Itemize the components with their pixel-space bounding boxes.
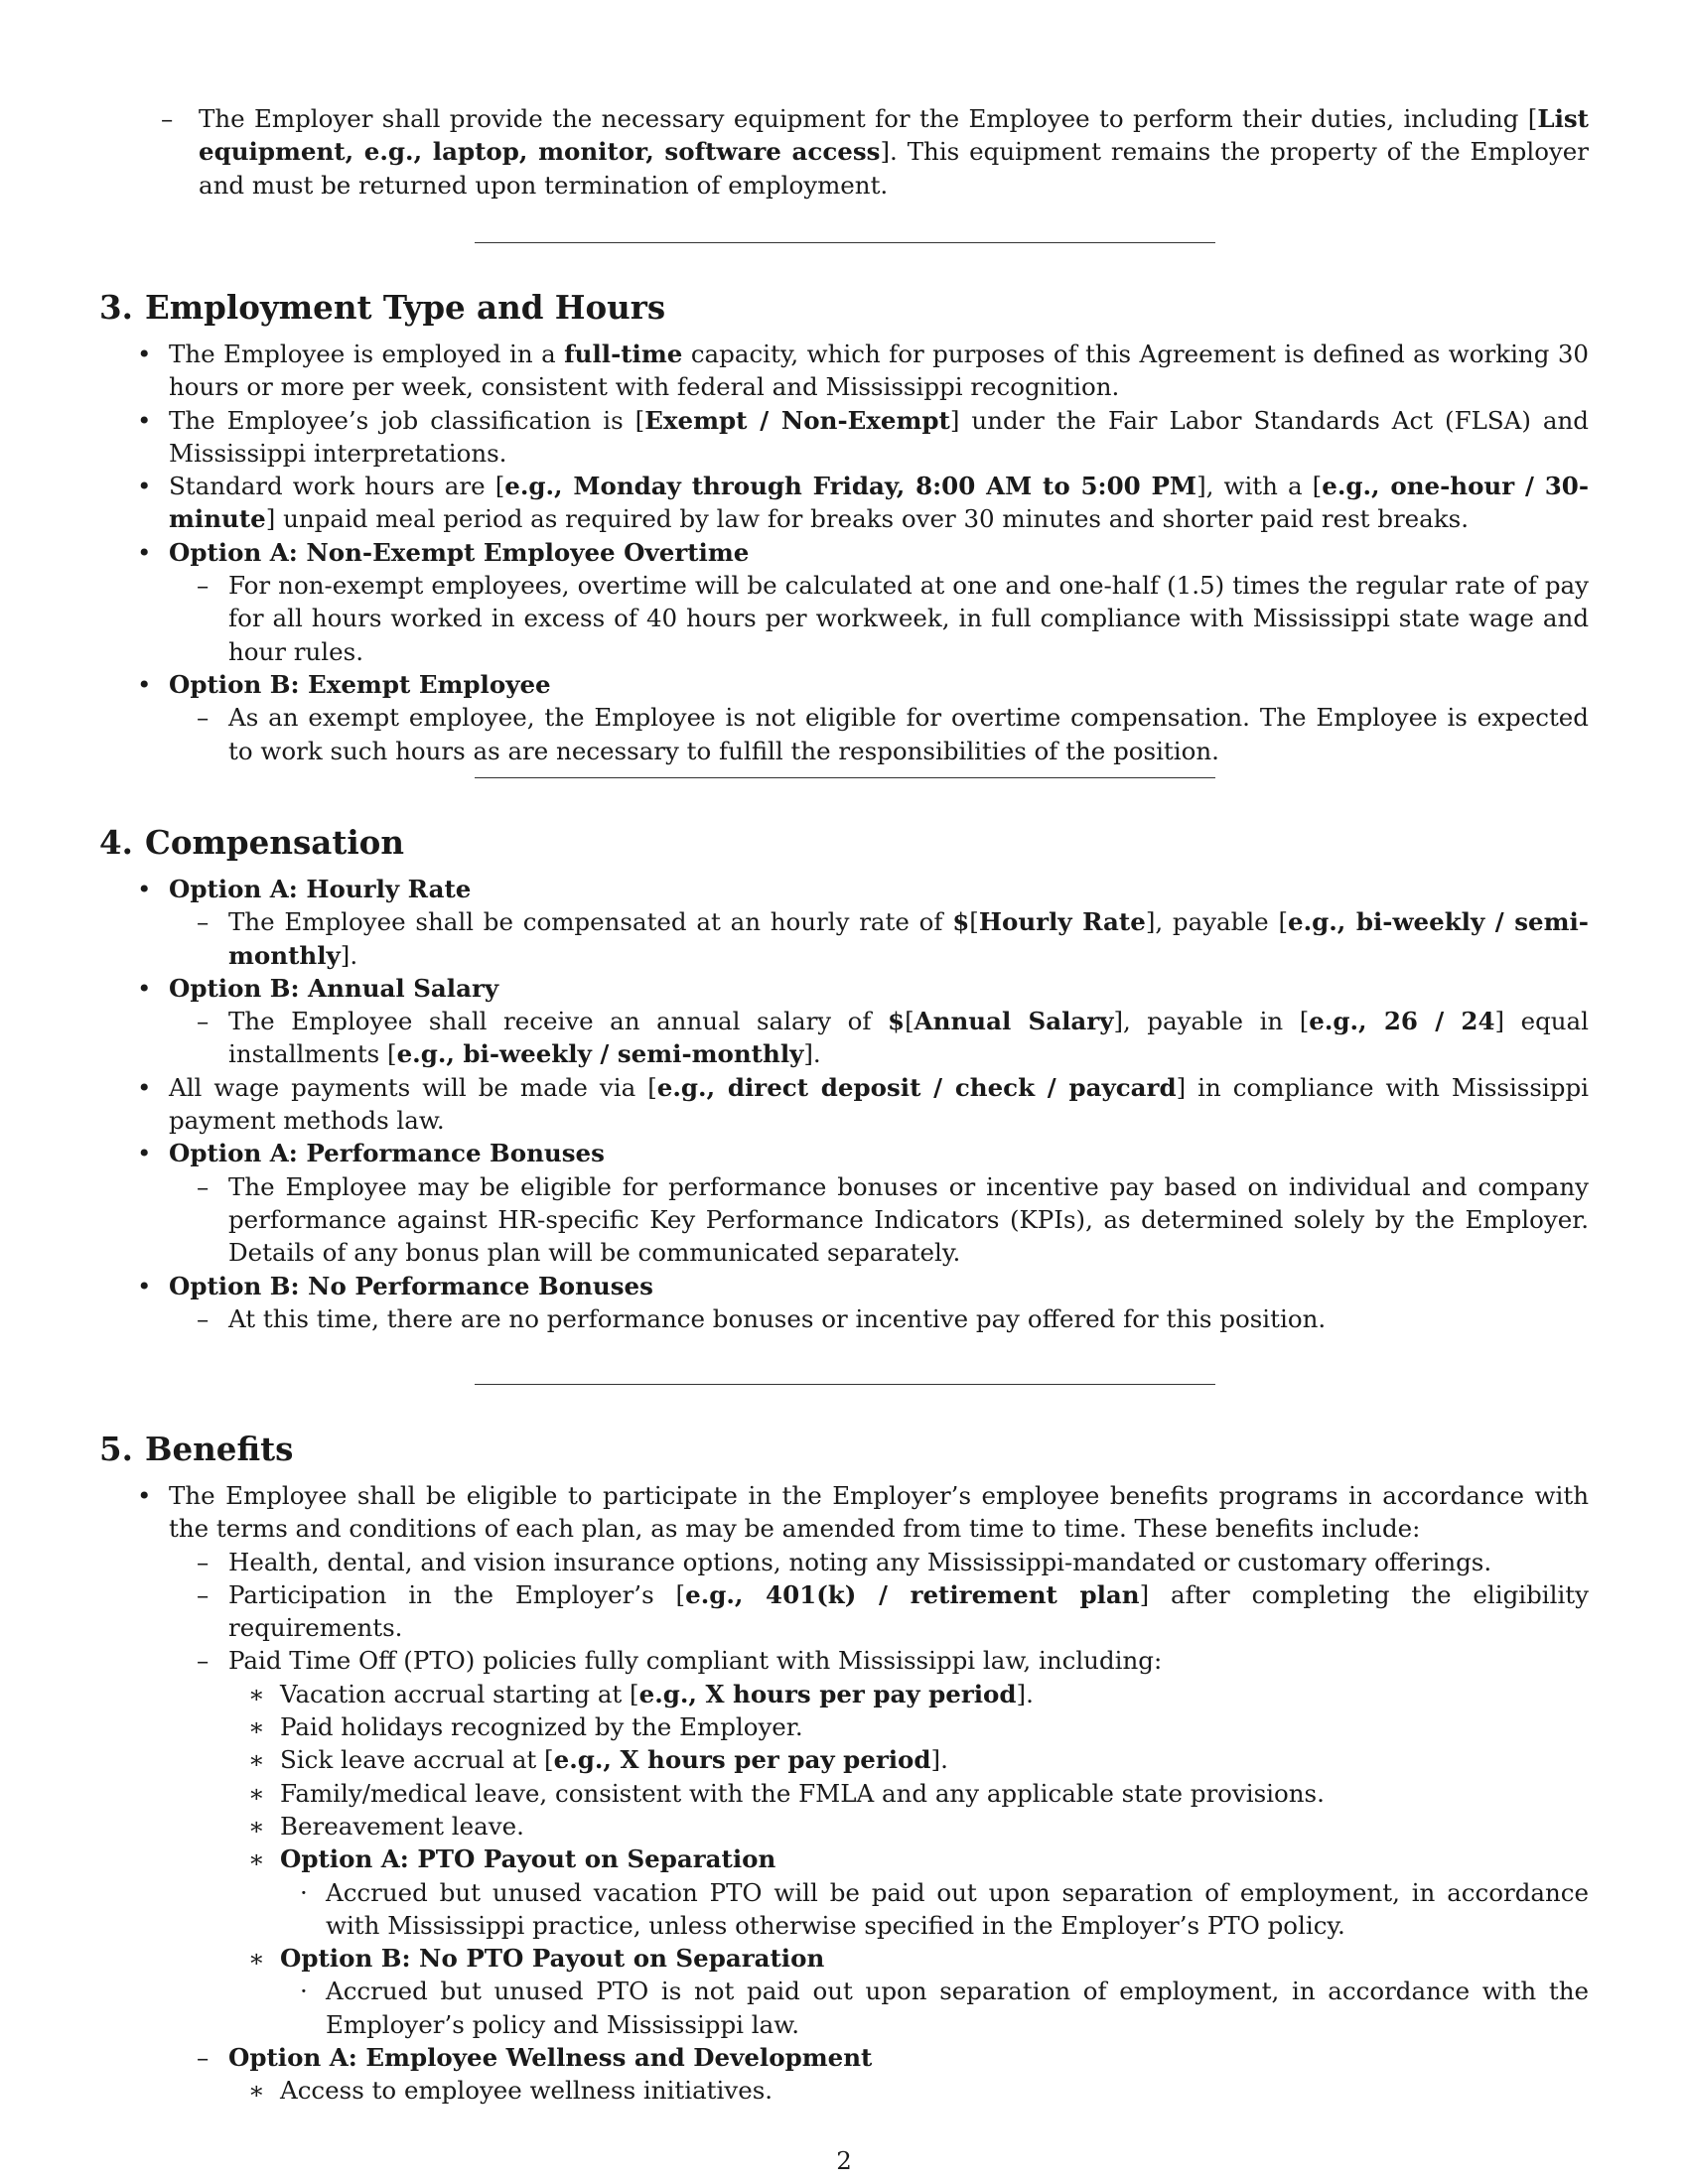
list-item — [99, 1479, 1589, 1546]
section-title: Compensation — [145, 823, 404, 862]
star-marker: ∗ — [248, 1745, 265, 1775]
list-item — [99, 1137, 1589, 1169]
dash-marker: – — [197, 1171, 210, 1201]
clause-text: ]. — [1016, 1679, 1034, 1708]
clause-text: ]. This equipment remains the property of the Employer and must be returned upon termination of employment. — [199, 137, 1589, 200]
clause-text: The Employee shall be compensated at an hourly rate of — [228, 907, 953, 937]
clause-text: The Employee may be eligible for performance bonuses or incentive pay based on individual and company performance against HR-specific Key Performance Indicators (KPIs), as determined solely by the Employer. Details of any bonus plan will be communicated separately. — [228, 1171, 1589, 1268]
clause-text: The Employer shall provide the necessary equipment for the Employee to perform their duties, including [ — [199, 104, 1538, 133]
option-heading: Option A: Hourly Rate — [169, 875, 472, 903]
clause-text: Accrued but unused vacation PTO will be paid out upon separation of employment, in accordance with Mississippi practice, unless otherwise specified in the Employer’s PTO policy. — [326, 1877, 1589, 1940]
placeholder-field: e.g., X hours per pay period — [638, 1679, 1017, 1708]
section-benefits — [99, 1430, 1589, 2108]
dash-marker: – — [197, 2043, 210, 2073]
dot-marker: · — [300, 1977, 308, 2006]
bullet-marker: • — [137, 973, 152, 1003]
pto-list-item — [99, 1843, 1589, 1875]
page-number: 2 — [836, 2146, 852, 2175]
option-heading: Option B: No Performance Bonuses — [169, 1271, 653, 1300]
clause-text: ], with a [ — [1196, 472, 1323, 501]
section-title: Employment Type and Hours — [145, 288, 666, 327]
bullet-marker: • — [137, 472, 152, 501]
pto-list-item — [99, 1743, 1589, 1776]
option-heading: Option B: Annual Salary — [169, 973, 499, 1003]
list-item — [99, 404, 1589, 471]
option-heading: Option A: Employee Wellness and Development — [228, 2043, 873, 2073]
clause-text: ]. — [930, 1745, 948, 1775]
dash-marker: – — [161, 104, 174, 133]
placeholder-field: e.g., bi-weekly / semi-monthly — [396, 1039, 804, 1069]
placeholder-field: Exempt / Non-Exempt — [644, 405, 950, 435]
star-marker: ∗ — [248, 2076, 265, 2106]
clause-text: ] after completing the eligibility requirements. — [228, 1579, 1589, 1643]
bullet-marker: • — [137, 1271, 152, 1300]
clause-text: ]. — [340, 940, 358, 970]
section-heading — [99, 288, 1589, 328]
clause-text: ]. — [803, 1039, 821, 1069]
placeholder-field: e.g., 401(k) / retirement plan — [685, 1579, 1140, 1609]
clause-text: The Employee’s job classification is [ — [169, 405, 645, 435]
bullet-marker: • — [137, 537, 152, 567]
option-heading: Option A: Performance Bonuses — [169, 1139, 605, 1168]
clause-text: Standard work hours are [ — [169, 472, 505, 501]
sub-list-item — [99, 1005, 1589, 1071]
clause-list — [99, 1479, 1589, 2108]
clause-text: capacity, which for purposes of this Agreement is defined as working 30 hours or more per week, consistent with federal and Mississippi recognition. — [169, 340, 1589, 402]
dash-marker: – — [197, 1646, 210, 1676]
section-number: 5. — [99, 1430, 133, 1468]
emphasis-text: $ — [952, 907, 970, 937]
section-compensation — [99, 823, 1589, 1335]
star-marker: ∗ — [248, 1944, 265, 1974]
bullet-marker: • — [137, 1481, 152, 1510]
list-item — [99, 536, 1589, 569]
sub-list-item — [99, 905, 1589, 972]
equipment-clause — [161, 102, 1589, 202]
clause-text: Health, dental, and vision insurance options, noting any Mississippi-mandated or customary offerings. — [228, 1547, 1492, 1576]
pto-list-item — [99, 1942, 1589, 1975]
clause-text: Sick leave accrual at [ — [280, 1745, 554, 1775]
clause-text: The Employee shall receive an annual salary of — [228, 1007, 889, 1036]
clause-text: As an exempt employee, the Employee is not eligible for overtime compensation. The Employee is expected to work such hours as are necessary to fulfill the responsibilities of the position. — [228, 703, 1589, 765]
section-number: 3. — [99, 288, 133, 327]
section-title: Benefits — [145, 1430, 294, 1468]
sub-list-item — [99, 569, 1589, 668]
sub-list-item — [99, 1170, 1589, 1270]
clause-text: The Employee shall be eligible to participate in the Employer’s employee benefits programs in accordance with the terms and conditions of each plan, as may be amended from time to time. These benefits include: — [169, 1481, 1589, 1544]
bullet-marker: • — [137, 405, 152, 435]
dash-marker: – — [197, 907, 210, 937]
pto-list-item — [99, 1810, 1589, 1843]
list-item — [99, 470, 1589, 536]
placeholder-field: e.g., bi-weekly / semi-monthly — [228, 907, 1589, 970]
bullet-marker: • — [137, 340, 152, 368]
clause-text: For non-exempt employees, overtime will be calculated at one and one-half (1.5) times the regular rate of pay for all hours worked in excess of 40 hours per workweek, in full compliance with Mississippi state wage and hour rules. — [228, 571, 1589, 666]
section-divider — [475, 777, 1215, 778]
dash-marker: – — [197, 703, 210, 733]
option-heading: Option A: Non-Exempt Employee Overtime — [169, 537, 750, 567]
clause-text: Paid Time Off (PTO) policies fully compliant with Mississippi law, including: — [228, 1646, 1163, 1676]
placeholder-field: e.g., X hours per pay period — [553, 1745, 931, 1775]
placeholder-field: Annual Salary — [914, 1007, 1114, 1036]
pto-list-item — [99, 1777, 1589, 1810]
option-heading: Option B: Exempt Employee — [169, 669, 551, 699]
list-item — [99, 1270, 1589, 1302]
sub-list-item — [99, 1578, 1589, 1645]
list-item — [99, 1071, 1589, 1138]
section-divider — [475, 242, 1215, 243]
dash-marker: – — [197, 1007, 210, 1036]
star-marker: ∗ — [248, 1844, 265, 1874]
clause-text: Vacation accrual starting at [ — [280, 1679, 639, 1708]
clause-text: All wage payments will be made via [ — [169, 1072, 657, 1102]
bullet-marker: • — [137, 1072, 152, 1102]
pto-list-item — [99, 1710, 1589, 1743]
placeholder-field: Hourly Rate — [978, 907, 1146, 937]
pto-list-item — [99, 1678, 1589, 1710]
star-marker: ∗ — [248, 1712, 265, 1742]
emphasis-text: full-time — [564, 340, 683, 368]
section-employment-type — [99, 288, 1589, 767]
section-divider — [475, 1384, 1215, 1385]
list-item — [99, 873, 1589, 905]
sub-list-item — [99, 1644, 1589, 1677]
sub-list-item — [99, 1546, 1589, 1578]
placeholder-field: e.g., one-hour / 30-minute — [169, 472, 1589, 534]
clause-text: ] unpaid meal period as required by law for breaks over 30 minutes and shorter paid rest breaks. — [265, 504, 1469, 534]
sub-list-item — [99, 2041, 1589, 2074]
emphasis-text: $ — [888, 1007, 906, 1036]
option-heading: Option A: PTO Payout on Separation — [280, 1844, 776, 1874]
bullet-marker: • — [137, 875, 152, 903]
clause-text: ] in compliance with Mississippi payment methods law. — [169, 1072, 1589, 1136]
star-marker: ∗ — [248, 1778, 265, 1808]
option-heading: Option B: No PTO Payout on Separation — [280, 1944, 825, 1974]
clause-text: ], payable [ — [1145, 907, 1289, 937]
clause-text: Accrued but unused PTO is not paid out upon separation of employment, in accordance with the Employer’s policy and Mississippi law. — [326, 1977, 1589, 2039]
sub-list-item — [99, 701, 1589, 767]
list-item — [99, 668, 1589, 701]
clause-text: Participation in the Employer’s [ — [228, 1579, 686, 1609]
list-item — [99, 972, 1589, 1005]
clause-text: At this time, there are no performance bonuses or incentive pay offered for this position. — [228, 1303, 1327, 1333]
dash-marker: – — [197, 1303, 210, 1333]
clause-text: ] under the Fair Labor Standards Act (FLSA) and Mississippi interpretations. — [169, 405, 1589, 468]
clause-text: The Employee is employed in a — [169, 340, 565, 368]
clause-text: [ — [905, 1007, 914, 1036]
placeholder-field: e.g., 26 / 24 — [1309, 1007, 1495, 1036]
section-number: 4. — [99, 823, 133, 862]
clause-list — [99, 338, 1589, 767]
pto-detail-item — [99, 1876, 1589, 1943]
section-heading — [99, 1430, 1589, 1469]
placeholder-field: e.g., Monday through Friday, 8:00 AM to 5:00 PM — [504, 472, 1197, 501]
placeholder-field: e.g., direct deposit / check / paycard — [656, 1072, 1177, 1102]
dash-marker: – — [197, 1579, 210, 1609]
clause-text: Paid holidays recognized by the Employer. — [280, 1712, 803, 1742]
clause-list — [99, 873, 1589, 1335]
wellness-list-item — [99, 2074, 1589, 2107]
placeholder-field: List equipment, e.g., laptop, monitor, software access — [199, 104, 1589, 167]
bullet-marker: • — [137, 669, 152, 699]
sub-list-item — [99, 1302, 1589, 1335]
star-marker: ∗ — [248, 1679, 265, 1708]
dot-marker: · — [300, 1877, 308, 1907]
section-heading — [99, 823, 1589, 863]
clause-text: [ — [969, 907, 979, 937]
clause-text: ] equal installments [ — [228, 1007, 1589, 1069]
dash-marker: – — [197, 571, 210, 601]
pto-detail-item — [99, 1975, 1589, 2041]
clause-text: Access to employee wellness initiatives. — [280, 2076, 774, 2106]
star-marker: ∗ — [248, 1811, 265, 1841]
clause-text: Bereavement leave. — [280, 1811, 524, 1841]
bullet-marker: • — [137, 1139, 152, 1168]
clause-text: Family/medical leave, consistent with the FMLA and any applicable state provisions. — [280, 1778, 1325, 1808]
clause-text: ], payable in [ — [1113, 1007, 1310, 1036]
dash-marker: – — [197, 1547, 210, 1576]
list-item — [99, 338, 1589, 404]
